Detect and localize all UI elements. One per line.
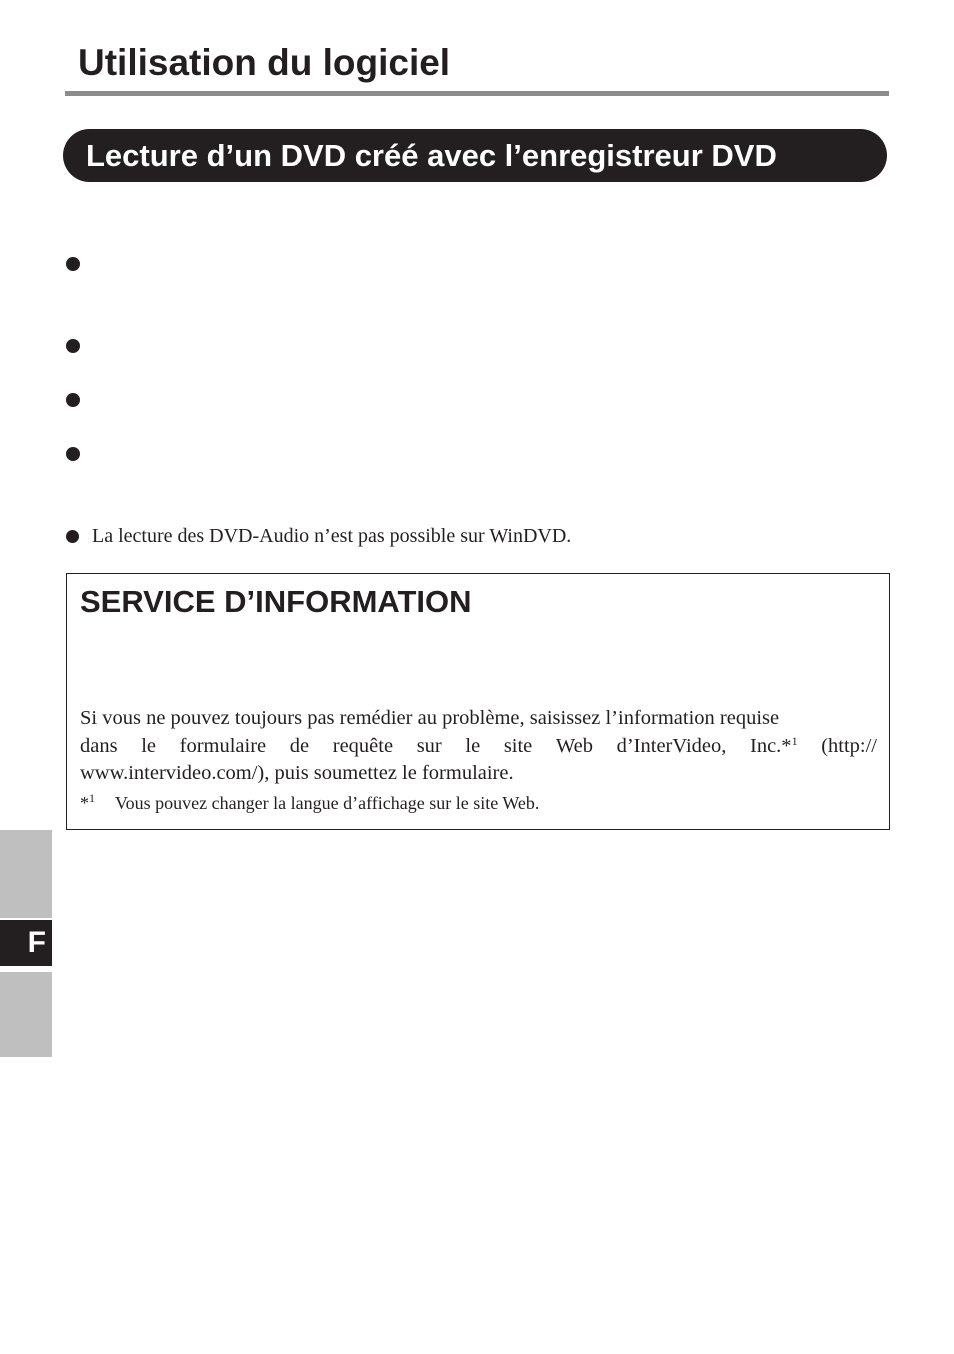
word: site xyxy=(503,734,533,757)
word: le xyxy=(141,734,156,757)
word: Inc.* xyxy=(750,734,792,757)
bullet-icon xyxy=(66,447,80,461)
section-heading: Lecture d’un DVD créé avec l’enregistreur DVD xyxy=(86,138,777,173)
paragraph-line: www.intervideo.com/), puis soumettez le formulaire. xyxy=(80,762,514,784)
footnote-number: 1 xyxy=(89,791,95,805)
note-item xyxy=(66,524,571,548)
paragraph-line xyxy=(80,733,877,761)
word: requête xyxy=(332,734,394,757)
word: d’InterVideo, xyxy=(616,734,727,757)
info-box xyxy=(66,573,890,830)
footnote xyxy=(80,791,539,815)
paragraph-line xyxy=(80,705,877,733)
word: Web xyxy=(555,734,593,757)
footnote-text: Vous pouvez changer la langue d’affichage sur le site Web. xyxy=(115,793,540,813)
url-start: (http:// xyxy=(821,734,877,757)
side-tab-inactive xyxy=(0,972,52,1057)
side-tab-inactive xyxy=(0,830,52,918)
word: le xyxy=(465,734,481,757)
section-bar xyxy=(63,129,887,182)
word: sur xyxy=(416,734,442,757)
side-tab-language-f: F xyxy=(0,920,52,966)
footnote-asterisk: * xyxy=(80,793,89,813)
bullet-icon xyxy=(66,339,80,353)
word: dans xyxy=(80,734,118,757)
bullet-icon xyxy=(66,530,79,543)
paragraph-text: Si vous ne pouvez toujours pas remédier au problème, saisissez l’information requise xyxy=(80,707,780,729)
word: de xyxy=(289,734,310,757)
word: formulaire xyxy=(179,734,267,757)
bullet-icon xyxy=(66,257,80,271)
page-title: Utilisation du logiciel xyxy=(78,42,451,83)
note-text: La lecture des DVD-Audio n’est pas possible sur WinDVD. xyxy=(92,525,572,547)
title-rule xyxy=(65,91,889,96)
footnote-marker xyxy=(80,791,115,815)
footnote-ref: 1 xyxy=(791,733,798,748)
bullet-icon xyxy=(66,393,80,407)
word-with-footnote-ref xyxy=(750,733,798,761)
info-box-heading: SERVICE D’INFORMATION xyxy=(80,584,472,619)
info-box-paragraph xyxy=(80,705,877,788)
